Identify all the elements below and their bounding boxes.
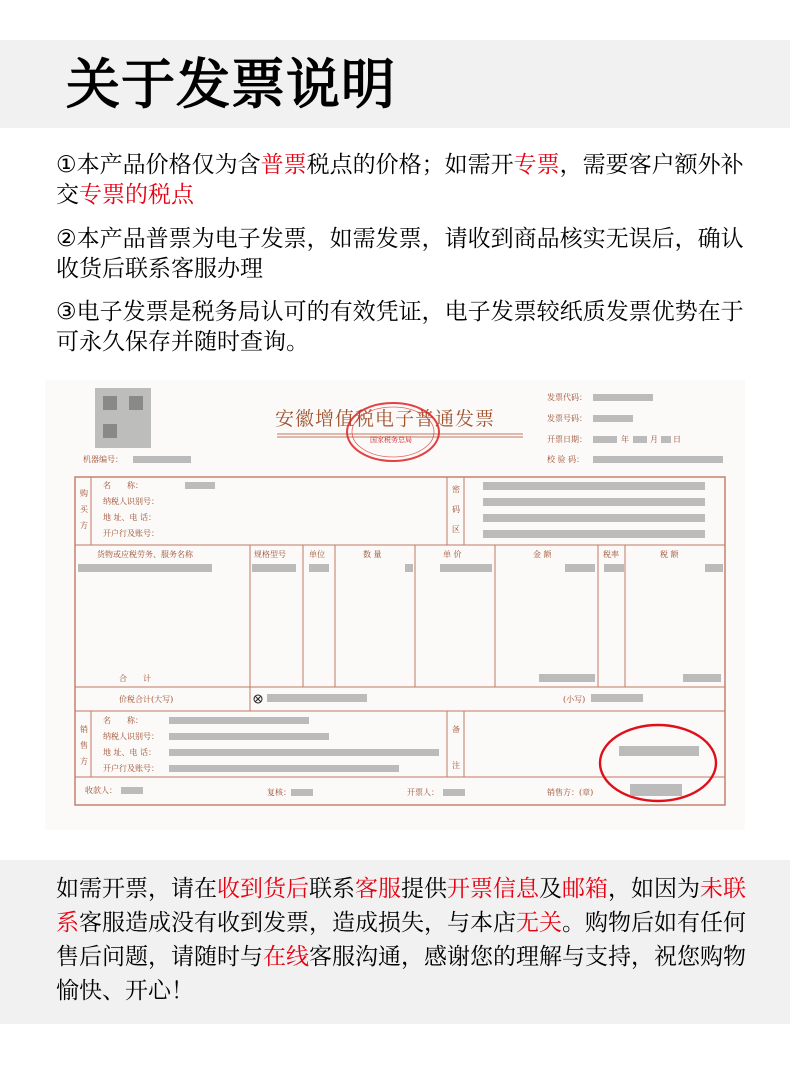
note-1-highlight: 专票的税点 [79,182,194,208]
col-unit: 单位 [309,550,325,559]
footer-highlight: 未联系 [56,876,746,936]
footer-highlight: 无关 [516,910,562,936]
stamp-text: 国家税务总局 [370,436,412,444]
invoice-code-label: 发票代码： [547,393,587,402]
buyer-name-label: 名 称： [103,481,143,490]
seller-address-label: 地 址、电 话： [103,748,157,757]
note-1-text: 税点的价格；如需开 [306,152,514,178]
small-write-label: (小写) [563,695,586,704]
footer-highlight: 客服 [355,876,401,902]
buyer-bank-label: 开户行及账号： [103,529,159,538]
reviewer-label: 复核： [267,788,291,797]
footer-highlight: 邮箱 [562,876,608,902]
footer-text: 提供 [401,876,447,902]
date-month-unit: 月 [650,435,658,444]
footer-text: 如需开票，请在 [56,876,217,902]
footer-highlight: 开票信息 [447,876,539,902]
invoice-number-label: 发票号码： [547,414,587,423]
note-1 [56,150,746,210]
col-spec: 规格型号 [254,550,286,559]
footer-text: 联系 [309,876,355,902]
date-year-unit: 年 [621,435,629,444]
buyer-side-2: 买 [80,505,88,514]
footer-text: 客服造成没有收到发票，造成损失，与本店 [79,910,516,936]
issue-date-label: 开票日期： [547,435,587,444]
col-price: 单 价 [443,550,462,559]
price-tax-total-label: 价税合计(大写) [119,695,174,704]
note-1-highlight: 专票 [513,152,560,178]
footer-text: ，如因为 [608,876,700,902]
payee-label: 收款人： [85,786,117,795]
invoice-title: 安徽增值税电子普通发票 [275,408,496,430]
note-1-highlight: 普票 [260,152,307,178]
invoice-image [45,380,745,830]
footer-highlight: 在线 [263,944,309,970]
page-title: 关于发票说明 [66,53,396,116]
invoice-drawing [45,380,745,830]
col-tax-amount: 税 额 [660,550,679,559]
machine-number-label: 机器编号： [83,455,123,464]
footer-highlight: 收到货后 [217,876,309,902]
note-1-text: ，需要客户额外补交 [56,152,744,208]
buyer-address-label: 地 址、电 话： [103,513,157,522]
col-tax-rate: 税率 [603,550,619,559]
footer-text: 。购物后如有任何售后问题，请随时与 [56,910,746,970]
col-quantity: 数 量 [363,550,382,559]
seller-seal-label: 销售方：(章) [547,788,594,797]
footer-text: 及 [539,876,562,902]
seller-name-label: 名 称： [103,716,143,725]
note-2-text: ②本产品普票为电子发票，如需发票，请收到商品核实无误后，确认收货后联系客服办理 [56,226,744,282]
col-goods: 货物或应税劳务、服务名称 [97,550,193,559]
col-amount: 金 额 [533,550,552,559]
seller-taxid-label: 纳税人识别号： [103,732,159,741]
seller-side-1: 销 [80,725,88,734]
remark-side-1: 备 [452,725,460,734]
seller-bank-label: 开户行及账号： [103,764,159,773]
remark-side-2: 注 [452,761,460,770]
cipher-area [483,482,705,490]
cipher-side-1: 密 [452,485,460,494]
cipher-side-3: 区 [452,525,460,534]
note-3-text: ③电子发票是税务局认可的有效凭证，电子发票较纸质发票优势在于可永久保存并随时查询。 [56,299,744,355]
total-label: 合 计 [119,674,151,683]
cipher-side-2: 码 [452,505,460,514]
seller-side-2: 售 [80,741,88,750]
buyer-side-1: 购 [80,489,88,498]
buyer-taxid-label: 纳税人识别号： [103,497,159,506]
goods-row [78,564,212,572]
check-code-label: 校 验 码： [547,455,585,464]
note-1-text: ①本产品价格仅为含 [56,152,261,178]
note-2 [56,224,746,284]
footer-text: 客服沟通，感谢您的理解与支持，祝您购物愉快、开心！ [56,944,746,1004]
footer-notice [56,872,746,1008]
date-day-unit: 日 [673,435,681,444]
drawer-label: 开票人： [407,788,439,797]
note-3 [56,297,746,357]
seller-side-3: 方 [80,757,88,766]
buyer-side-3: 方 [80,521,88,530]
